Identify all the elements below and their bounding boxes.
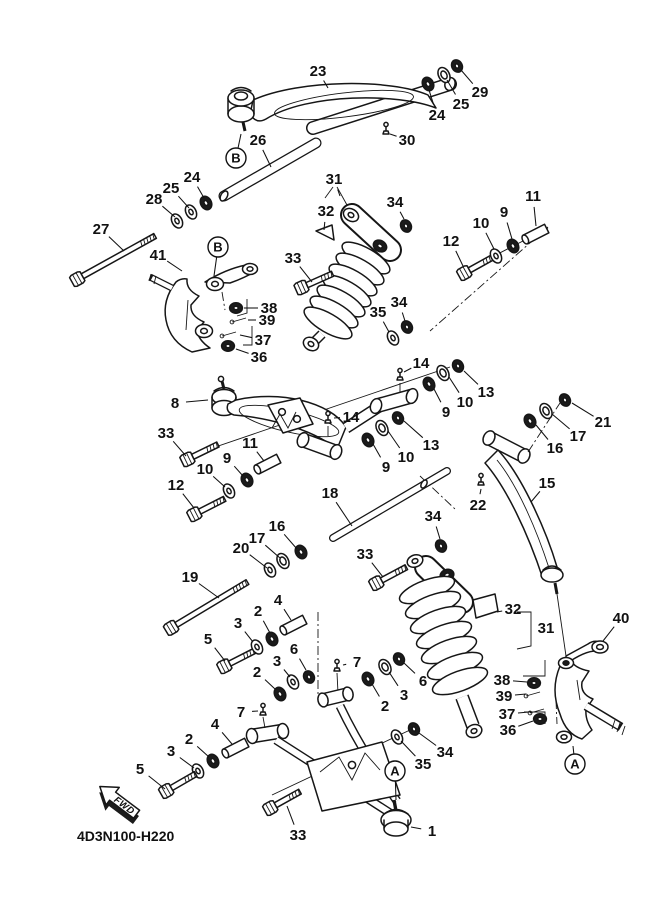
collar-4b: [221, 738, 249, 759]
leader-line: [300, 659, 307, 670]
bolt-33d: [262, 786, 303, 816]
callout-25: 25: [162, 180, 180, 198]
callout-38: 38: [493, 672, 511, 690]
callout-34: 34: [390, 294, 408, 312]
band-32b: [473, 594, 498, 618]
washer-3b: [285, 673, 301, 691]
bolt-5a: [216, 645, 257, 674]
callout-36: 36: [250, 349, 268, 367]
washer-35a: [385, 329, 401, 347]
callout-36: 36: [499, 722, 517, 740]
callout-27: 27: [92, 221, 110, 239]
nut-38b: [528, 678, 541, 688]
leader-line: [518, 721, 533, 726]
leader-line: [518, 712, 529, 713]
nut-34c: [433, 538, 448, 554]
nut-34a: [398, 218, 413, 234]
leader-line: [300, 267, 312, 282]
leader-line: [284, 670, 290, 678]
circled-letter-B: B: [213, 239, 223, 255]
leader-line: [436, 527, 440, 540]
callout-13: 13: [477, 384, 495, 402]
callout-33: 33: [356, 546, 374, 564]
callout-40: 40: [612, 610, 630, 628]
leader-line: [404, 368, 411, 372]
nut-36b: [534, 714, 547, 724]
leader-line: [178, 196, 189, 208]
leader-line: [245, 632, 253, 642]
nut-21: [557, 392, 572, 408]
leader-line: [603, 627, 614, 641]
bushing-2a: [264, 630, 280, 647]
leader-line: [573, 746, 574, 754]
collar-4a: [279, 615, 307, 636]
fwd-arrow: [90, 778, 145, 829]
callout-10: 10: [397, 449, 415, 467]
leader-line: [419, 733, 436, 746]
callout-16: 16: [268, 518, 286, 536]
callout-37: 37: [254, 332, 272, 350]
callout-37: 37: [498, 706, 516, 724]
fwd-label: FWD: [111, 794, 137, 818]
leader-line: [486, 233, 494, 249]
callout-30: 30: [398, 132, 416, 150]
leader-line: [373, 444, 381, 457]
leader-line: [404, 421, 423, 438]
callout-32: 32: [317, 203, 335, 221]
callout-24: 24: [428, 107, 446, 125]
callout-6: 6: [418, 673, 428, 691]
callout-17: 17: [569, 428, 587, 446]
callout-3: 3: [233, 615, 243, 633]
callout-3: 3: [272, 653, 282, 671]
cotter-pin-37: [220, 332, 236, 338]
nut-34d: [406, 721, 421, 737]
callout-39: 39: [495, 688, 513, 706]
circled-letter-A: A: [570, 756, 580, 772]
leader-line: [513, 681, 527, 682]
leader-line: [464, 371, 478, 384]
callout-33: 33: [157, 425, 175, 443]
callout-22: 22: [469, 497, 487, 515]
callout-2: 2: [380, 698, 390, 716]
callout-17: 17: [248, 530, 266, 548]
leader-line: [395, 782, 396, 801]
leader-line: [507, 223, 512, 240]
grease-fitting-7a: [334, 659, 340, 671]
callout-32: 32: [504, 601, 522, 619]
leader-line: [183, 494, 194, 508]
callout-8: 8: [170, 395, 180, 413]
callout-2: 2: [253, 603, 263, 621]
callout-12: 12: [442, 233, 460, 251]
leader-line: [383, 322, 389, 332]
leader-line: [234, 466, 243, 476]
leader-line: [552, 414, 570, 429]
leader-line: [434, 389, 441, 402]
callout-33: 33: [289, 827, 307, 845]
leader-line: [222, 732, 232, 744]
callout-14: 14: [342, 409, 360, 427]
leader-line: [180, 758, 194, 769]
bushing-9a: [505, 237, 521, 254]
cotter-pin-39: [230, 318, 246, 324]
bolt-27: [69, 231, 158, 288]
leader-line: [449, 377, 459, 393]
callout-34: 34: [436, 744, 454, 762]
leader-line: [257, 452, 264, 461]
callout-10: 10: [456, 394, 474, 412]
seal-17a: [537, 401, 554, 420]
callout-11: 11: [242, 435, 258, 453]
leader-line: [263, 621, 270, 633]
callout-25: 25: [452, 96, 470, 114]
callout-13: 13: [422, 437, 440, 455]
callout-28: 28: [145, 191, 163, 209]
leader-line: [284, 534, 297, 549]
cotter-pin-39b: [524, 692, 540, 698]
callout-35: 35: [414, 756, 432, 774]
callout-35: 35: [369, 304, 387, 322]
callout-33: 33: [284, 250, 302, 268]
leader-line: [186, 400, 208, 402]
callout-34: 34: [424, 508, 442, 526]
callout-5: 5: [203, 631, 213, 649]
band-32: [316, 225, 334, 240]
seal-10b: [373, 418, 390, 437]
leader-line: [400, 212, 404, 219]
callout-19: 19: [181, 569, 199, 587]
callout-3: 3: [399, 687, 409, 705]
bolt-12b: [186, 493, 227, 522]
leader-line: [411, 827, 421, 829]
leader-line: [263, 150, 271, 167]
leader-line: [480, 489, 481, 494]
callout-12: 12: [167, 477, 185, 495]
nut-38: [230, 303, 243, 313]
callout-9: 9: [441, 404, 451, 422]
callout-layer: [93, 63, 630, 844]
callout-18: 18: [321, 485, 339, 503]
knuckle-40: [555, 641, 625, 743]
callout-34: 34: [386, 194, 404, 212]
leader-line: [456, 251, 463, 266]
nut-36: [222, 341, 235, 351]
leader-line: [215, 648, 225, 661]
washer-25: [183, 203, 199, 221]
leader-line: [167, 261, 182, 271]
callout-11: 11: [525, 188, 541, 206]
leader-line: [162, 206, 175, 217]
callout-38: 38: [260, 300, 278, 318]
grease-fitting-22: [478, 473, 484, 485]
nut-6a: [301, 669, 316, 685]
bushing-2c: [360, 670, 376, 687]
leader-line: [388, 431, 400, 448]
callout-6: 6: [289, 641, 299, 659]
circled-letter-B: B: [231, 150, 241, 166]
callout-16: 16: [546, 440, 564, 458]
leader-line: [214, 257, 217, 276]
lower-shock-31: [396, 553, 498, 740]
diagram-artwork: [69, 58, 625, 844]
seal-10c: [434, 363, 451, 382]
callout-41: 41: [149, 247, 167, 265]
collar-11b: [253, 454, 281, 475]
leader-line: [197, 746, 209, 757]
diagram-code: 4D3N100-H220: [77, 828, 175, 844]
callout-10: 10: [472, 215, 490, 233]
leader-line: [199, 584, 219, 599]
leader-line: [284, 609, 291, 620]
seal-17b: [274, 551, 291, 570]
rod-18: [333, 471, 447, 538]
leader-line: [402, 313, 405, 322]
callout-9: 9: [499, 204, 509, 222]
leader-line: [109, 237, 124, 251]
callout-20: 20: [232, 540, 250, 558]
grease-fitting-7b: [260, 703, 266, 715]
bushing-16a: [522, 412, 538, 429]
leader-line: [336, 502, 352, 526]
leader-line: [401, 741, 415, 756]
callout-21: 21: [594, 414, 612, 432]
grease-fitting-30: [383, 122, 389, 134]
callout-10: 10: [196, 461, 214, 479]
leader-line: [240, 335, 252, 338]
bushing-16b: [293, 543, 309, 560]
callout-7: 7: [352, 654, 362, 672]
callout-7: 7: [236, 704, 246, 722]
leader-line: [404, 663, 415, 673]
callout-1: 1: [427, 823, 437, 841]
leader-line: [236, 349, 249, 353]
washer-20: [262, 561, 278, 579]
callout-29: 29: [471, 84, 489, 102]
leader-line: [531, 491, 540, 502]
callout-3: 3: [166, 743, 176, 761]
leader-line: [390, 134, 397, 136]
leader-line: [372, 684, 379, 697]
nut-34b: [399, 319, 414, 335]
callout-4: 4: [273, 592, 283, 610]
leader-line: [173, 441, 186, 456]
leader-line: [534, 207, 536, 226]
leader-line: [389, 672, 398, 686]
leader-line: [198, 187, 205, 198]
leader-line: [572, 403, 594, 416]
collar-11a: [521, 224, 549, 245]
leader-line: [250, 555, 267, 568]
callout-2: 2: [252, 664, 262, 682]
callout-31: 31: [325, 171, 343, 189]
leader-line: [461, 70, 473, 84]
callout-14: 14: [412, 355, 430, 373]
callout-4: 4: [210, 716, 220, 734]
leader-line: [238, 134, 241, 148]
bolt-5b: [158, 769, 199, 800]
callout-31: 31: [537, 620, 555, 638]
leader-line: [343, 664, 346, 665]
washer-28: [169, 212, 185, 230]
leader-line: [287, 806, 294, 825]
callout-9: 9: [381, 459, 391, 477]
leader-line: [265, 680, 275, 689]
callout-24: 24: [183, 169, 201, 187]
callout-23: 23: [309, 63, 327, 81]
leader-line: [213, 476, 225, 487]
callout-9: 9: [222, 450, 232, 468]
nut-13b: [450, 358, 465, 374]
leader-line: [372, 563, 383, 577]
bushing-24: [198, 194, 214, 211]
grease-fitting-14a: [397, 368, 403, 380]
callout-26: 26: [249, 132, 267, 150]
circled-letter-A: A: [390, 763, 400, 779]
nut-13a: [390, 410, 405, 426]
leader-line: [265, 545, 280, 558]
leader-line: [149, 776, 165, 789]
seal-3c: [376, 657, 393, 676]
callout-15: 15: [538, 475, 556, 493]
callout-2: 2: [184, 731, 194, 749]
callout-5: 5: [135, 761, 145, 779]
nut-6b: [391, 651, 406, 667]
callout-39: 39: [258, 312, 276, 330]
